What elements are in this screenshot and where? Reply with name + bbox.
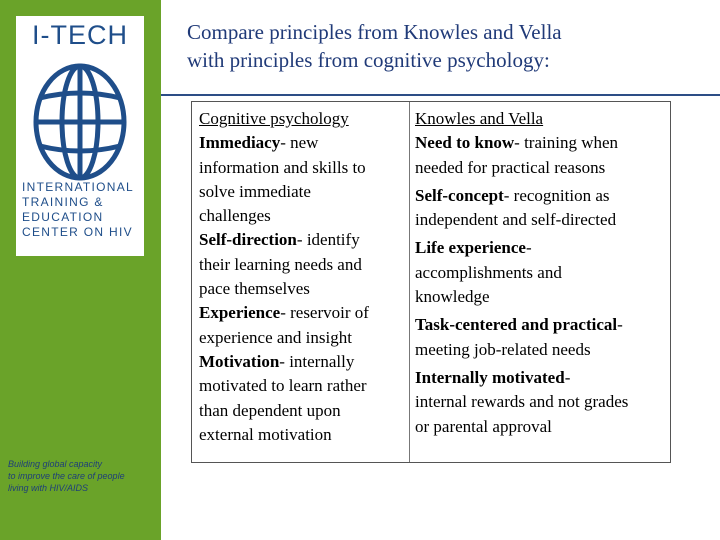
logo-subtitle-line: EDUCATION — [22, 210, 104, 224]
table-line — [199, 423, 407, 447]
table-line — [415, 313, 671, 337]
slide-title-line: Compare principles from Knowles and Vella — [187, 20, 562, 44]
principle-text: solve immediate — [199, 181, 311, 201]
column-header: Cognitive psychology — [199, 109, 349, 128]
table-line — [199, 350, 407, 374]
table-line — [415, 338, 671, 362]
principle-text: challenges — [199, 206, 271, 226]
tagline-line: Building global capacity — [8, 459, 103, 469]
table-line — [199, 180, 407, 204]
table-line — [199, 253, 407, 277]
principle-text: information and skills to — [199, 157, 366, 177]
table-line — [199, 204, 407, 228]
principle-text: - new — [280, 133, 319, 153]
table-line — [415, 156, 671, 180]
principle-text: - — [525, 238, 532, 258]
title-divider — [161, 94, 720, 96]
table-line — [415, 415, 671, 439]
principle-text: - recognition as — [503, 185, 610, 205]
principle-text: accomplishments and — [415, 262, 562, 282]
cognitive-psychology-column — [199, 107, 407, 447]
principle-text: or parental approval — [415, 416, 552, 436]
principle-text: than dependent upon — [199, 400, 341, 420]
principle-term: Motivation — [199, 351, 280, 371]
principle-term: Task-centered and practical — [415, 315, 618, 335]
principle-text: knowledge — [415, 287, 490, 307]
principle-text: internal rewards and not grades — [415, 392, 629, 412]
principle-text: experience and insight — [199, 327, 352, 347]
principle-text: - training when — [514, 133, 619, 153]
table-line — [415, 261, 671, 285]
table-line — [199, 277, 407, 301]
table-line — [415, 366, 671, 390]
principle-text: - reservoir of — [280, 303, 369, 323]
table-line — [199, 326, 407, 350]
table-line — [199, 156, 407, 180]
principle-text: pace themselves — [199, 279, 310, 299]
principle-text: motivated to learn rather — [199, 376, 367, 396]
table-line — [199, 301, 407, 325]
logo-subtitle-line: INTERNATIONAL — [22, 180, 135, 194]
logo-subtitle-line: TRAINING & — [22, 195, 104, 209]
table-line — [415, 285, 671, 309]
principle-term: Experience — [199, 303, 281, 323]
principle-text: independent and self-directed — [415, 210, 617, 230]
table-line — [415, 236, 671, 260]
table-line — [415, 131, 671, 155]
principle-term: Immediacy — [199, 133, 281, 153]
comparison-table — [191, 101, 671, 463]
principle-term: Internally motivated — [415, 367, 565, 387]
slide-title-line: with principles from cognitive psychology: — [187, 48, 550, 72]
knowles-vella-column — [415, 107, 671, 439]
principle-text: needed for practical reasons — [415, 157, 606, 177]
table-line — [199, 399, 407, 423]
column-divider — [409, 102, 410, 462]
principle-term: Life experience — [415, 238, 526, 258]
table-line — [415, 390, 671, 414]
itech-logo — [16, 16, 144, 256]
table-line — [199, 228, 407, 252]
principle-term: Need to know — [415, 133, 515, 153]
principle-text: meeting job-related needs — [415, 339, 591, 359]
principle-text: - identify — [296, 230, 360, 250]
logo-subtitle — [22, 180, 142, 240]
principle-text: external motivation — [199, 424, 332, 444]
table-line — [415, 184, 671, 208]
principle-text: their learning needs and — [199, 254, 362, 274]
tagline-line: to improve the care of people — [8, 471, 125, 481]
table-line — [199, 374, 407, 398]
sidebar — [0, 0, 161, 540]
slide-title — [187, 18, 707, 74]
logo-subtitle-line: CENTER ON HIV — [22, 225, 133, 239]
table-line — [199, 131, 407, 155]
principle-text: - — [617, 315, 623, 335]
principle-text: - internally — [279, 351, 355, 371]
column-header: Knowles and Vella — [415, 109, 544, 128]
tagline — [8, 458, 158, 494]
principle-text: - — [564, 367, 571, 387]
tagline-line: living with HIV/AIDS — [8, 483, 89, 493]
principle-term: Self-direction — [199, 230, 297, 250]
table-line — [415, 208, 671, 232]
principle-term: Self-concept — [415, 185, 504, 205]
logo-title: I-TECH — [32, 20, 128, 50]
globe-icon — [30, 58, 130, 186]
